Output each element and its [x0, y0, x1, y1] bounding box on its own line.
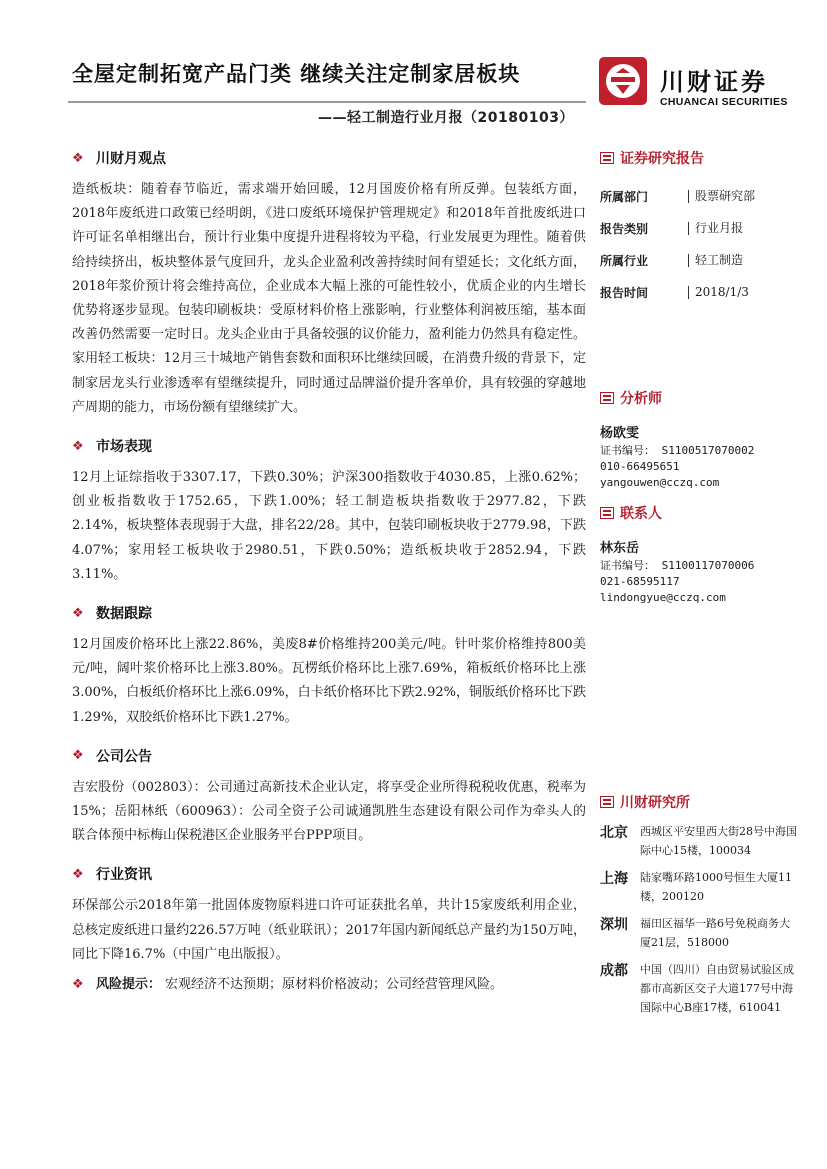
section-heading: 行业资讯 [96, 867, 152, 884]
diamond-bullet-icon: ❖ [72, 748, 84, 764]
institute-heading: 川财研究所 [600, 792, 800, 812]
section-heading: 公司公告 [96, 748, 152, 765]
chuancai-logo-icon [598, 56, 648, 106]
analyst-heading: 分析师 [600, 388, 800, 408]
contact-name: 林东岳 [600, 541, 640, 556]
risk-label: 风险提示： [96, 977, 162, 993]
contact-phone: 021-68595117 [600, 575, 680, 588]
section-marker-icon [600, 392, 614, 404]
analyst-cert: 证书编号： S1100517070002 [600, 444, 755, 457]
info-row-category: 报告类别 行业月报 [600, 220, 744, 236]
section-industry-news [72, 864, 586, 967]
section-data-tracking [72, 603, 586, 730]
risk-warning [72, 973, 586, 997]
section-company-announcements [72, 746, 586, 849]
logo-name-cn: 川财证券 [660, 68, 768, 96]
analyst-email[interactable]: yangouwen@cczq.com [600, 476, 720, 489]
analyst-card [600, 422, 800, 491]
section-body: 吉宏股份（002803）：公司通过高新技术企业认定，将享受企业所得税税收优惠，税率为15%；岳阳林纸（600963）：公司全资子公司诚通凯胜生态建设有限公司作为牵头人的联合体预中标梅山保税港区企业服务平台PPP项目。 [72, 779, 586, 844]
logo-name-en: CHUANCAI SECURITIES [660, 96, 788, 108]
section-heading: 市场表现 [96, 439, 152, 456]
section-heading: 数据跟踪 [96, 606, 152, 623]
contact-cert: 证书编号： S1100117070006 [600, 559, 755, 572]
section-marker-icon [600, 796, 614, 808]
contact-email[interactable]: lindongyue@cczq.com [600, 591, 726, 604]
diamond-bullet-icon: ❖ [72, 605, 84, 621]
section-heading: 川财月观点 [96, 151, 166, 167]
contact-card [600, 537, 800, 606]
diamond-bullet-icon: ❖ [72, 866, 84, 882]
report-subtitle: ——轻工制造行业月报（20180103） [318, 110, 574, 126]
section-body: 12月上证综指收于3307.17，下跌0.30%；沪深300指数收于4030.85，上涨0.62%；创业板指数收于1752.65，下跌1.00%；轻工制造板块指数收于2977.82，下跌2.14%，板块整体表现弱于大盘，排名22/28。其中，包装印刷板块收于2779.98，下跌4.07%；家用轻工板块收于2980.51，下跌0.50%；造纸板块收于2852.94，下跌3.11%。 [72, 470, 586, 582]
section-body: 造纸板块：随着春节临近，需求端开始回暖，12月国废价格有所反弹。包装纸方面，2018年废纸进口政策已经明朗，《进口废纸环境保护管理规定》和2018年首批废纸进口许可证名单相继出台，预计行业集中度提升进程将较为平稳，行业发展更为理性。随着供给持续挤出，板块整体景气度回升，龙头企业盈利改善持续时间有望延长；文化纸方面，2018年浆价预计将会维持高位，企业成本大幅上涨的可能性较小，优质企业的内生增长优势将逐步显现。包装印刷板块：受原材料价格上涨影响，行业整体利润被压缩，基本面改善仍然需要一定时日。龙头企业由于具备较强的议价能力，盈利能力仍然具有稳定性。家用轻工板块：12月三十城地产销售套数和面积环比继续回暖，在消费升级的背景下，定制家居龙头行业渗透率有望继续提升，同时通过品牌溢价提升客单价，具有较强的穿越地产周期的能力，市场份额有望继续扩大。 [72, 182, 586, 415]
analyst-phone: 010-66495651 [600, 460, 680, 473]
contact-heading: 联系人 [600, 503, 800, 523]
office-chengdu: 成都 中国（四川）自由贸易试验区成都市高新区交子大道177号中海国际中心B座17楼，610041 [600, 963, 794, 1014]
diamond-bullet-icon: ❖ [72, 150, 84, 166]
report-heading: 证券研究报告 [600, 148, 800, 168]
diamond-bullet-icon: ❖ [72, 438, 84, 454]
office-shenzhen: 深圳 福田区福华一路6号免税商务大厦21层，518000 [600, 917, 790, 949]
info-row-date: 报告时间 2018/1/3 [600, 284, 749, 300]
section-body: 环保部公示2018年第一批固体废物原料进口许可证获批名单，共计15家废纸利用企业，总核定废纸进口量约226.57万吨（纸业联讯）；2017年国内新闻纸总产量约为150万吨，同比下降16.7%（中国广电出版报）。 [72, 898, 586, 962]
report-title: 全屋定制拓宽产品门类 继续关注定制家居板块 [72, 62, 521, 86]
risk-text: 宏观经济不达预期；原材料价格波动；公司经营管理风险。 [165, 977, 504, 993]
analyst-name: 杨欧雯 [600, 426, 640, 441]
header-divider [68, 101, 586, 103]
diamond-bullet-icon: ❖ [72, 977, 84, 993]
info-row-department: 所属部门 股票研究部 [600, 188, 756, 204]
main-content [72, 148, 586, 997]
section-market-performance [72, 436, 586, 587]
office-beijing: 北京 西城区平安里西大街28号中海国际中心15楼，100034 [600, 825, 797, 857]
info-row-industry: 所属行业 轻工制造 [600, 252, 744, 268]
section-marker-icon [600, 152, 614, 164]
section-marker-icon [600, 507, 614, 519]
section-body: 12月国废价格环比上涨22.86%，美废8#价格维持200美元/吨。针叶浆价格维持800美元/吨，阔叶浆价格环比上涨3.80%。瓦楞纸价格环比上涨7.69%，箱板纸价格环比上涨3.00%，白板纸价格环比上涨6.09%，白卡纸价格环比下跌2.92%，铜版纸价格环比下跌1.29%，双胶纸价格环比下跌1.27%。 [72, 637, 586, 725]
office-shanghai: 上海 陆家嘴环路1000号恒生大厦11楼，200120 [600, 871, 792, 903]
sidebar [600, 148, 800, 1025]
section-monthly-view [72, 148, 586, 420]
